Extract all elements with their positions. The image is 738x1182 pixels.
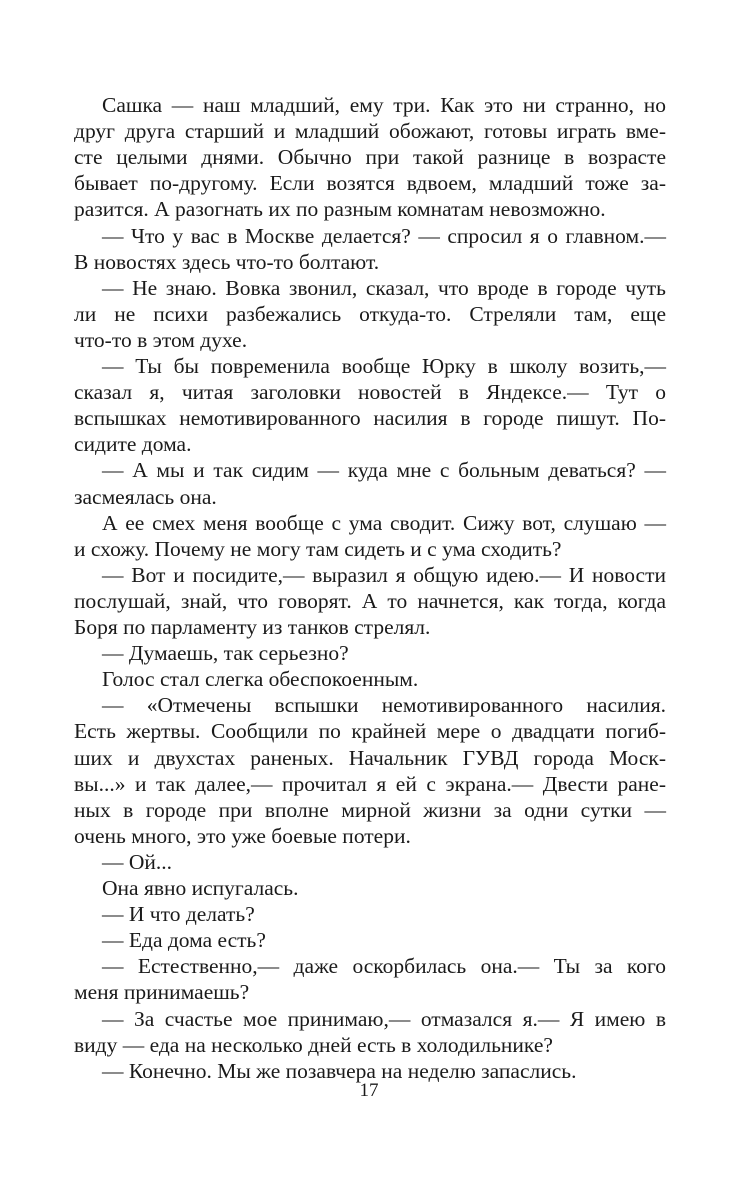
text-line: друг друга старший и младший обожают, готовы играть вме- [74,119,666,144]
text-line: что-то в этом духе. [74,327,248,352]
text-line: сидите дома. [74,432,192,457]
text-line: Боря по парламенту из танков стрелял. [74,615,431,639]
text-line: — И что делать? [102,902,255,927]
text-line: — За счастье мое принимаю,— отмазался я.— Я имею в [102,1006,666,1031]
text-line: — Конечно. Мы же позавчера на неделю запаслись. [102,1058,577,1083]
text-line: — Думаешь, так серьезно? [102,641,349,666]
text-line: послушай, знай, что говорят. А то начнется, как тогда, когда [74,588,666,613]
page-number: 17 [359,1080,379,1101]
text-line: — Естественно,— даже оскорбилась она.— Ты за кого [102,954,666,979]
text-line: сте целыми днями. Обычно при такой разнице в возрасте [74,145,666,170]
text-line: очень много, это уже боевые потери. [74,823,411,848]
text-line: — Ты бы повременила вообще Юрку в школу возить,— [102,354,666,378]
text-line: В новостях здесь что-то болтают. [74,249,380,274]
text-line: Она явно испугалась. [102,876,299,900]
text-line: — Не знаю. Вовка звонил, сказал, что вроде в городе чуть [102,275,666,300]
text-line: вспышках немотивированного насилия в городе пишут. По- [74,406,666,431]
text-line: Сашка — наш младший, ему три. Как это ни странно, но [102,93,666,117]
text-line: засмеялась она. [74,484,217,509]
text-line: разится. А разогнать их по разным комнатам невозможно. [74,197,606,222]
text-line: — Еда дома есть? [102,928,266,953]
text-line: — Ой... [102,849,173,874]
text-line: Голос стал слегка обеспокоенным. [102,667,419,692]
text-line: — «Отмечены вспышки немотивированного насилия. [102,693,666,718]
text-line: ных в городе при вполне мирной жизни за одни сутки — [74,797,666,822]
text-line: и схожу. Почему не могу там сидеть и с ума сходить? [74,536,562,561]
text-line: ших и двухстах раненых. Начальник ГУВД города Моск- [74,745,666,770]
text-line: ли не психи разбежались откуда-то. Стреляли там, еще [74,301,666,326]
text-line: Есть жертвы. Сообщили по крайней мере о двадцати погиб- [74,719,666,744]
text-line: А ее смех меня вообще с ума сводит. Сижу вот, слушаю — [102,510,666,535]
text-line: — А мы и так сидим — куда мне с больным деваться? — [102,458,666,483]
text-line: — Что у вас в Москве делается? — спросил я о главном.— [102,223,666,248]
text-line: виду — еда на несколько дней есть в холодильнике? [74,1032,553,1057]
text-line: — Вот и посидите,— выразил я общую идею.— И новости [102,562,666,587]
text-line: меня принимаешь? [74,980,250,1005]
text-line: вы...» и так далее,— прочитал я ей с экрана.— Двести ране- [74,771,666,796]
text-line: бывает по-другому. Если возятся вдвоем, младший тоже за- [74,171,666,196]
text-line: сказал я, читая заголовки новостей в Яндексе.— Тут о [74,380,666,405]
